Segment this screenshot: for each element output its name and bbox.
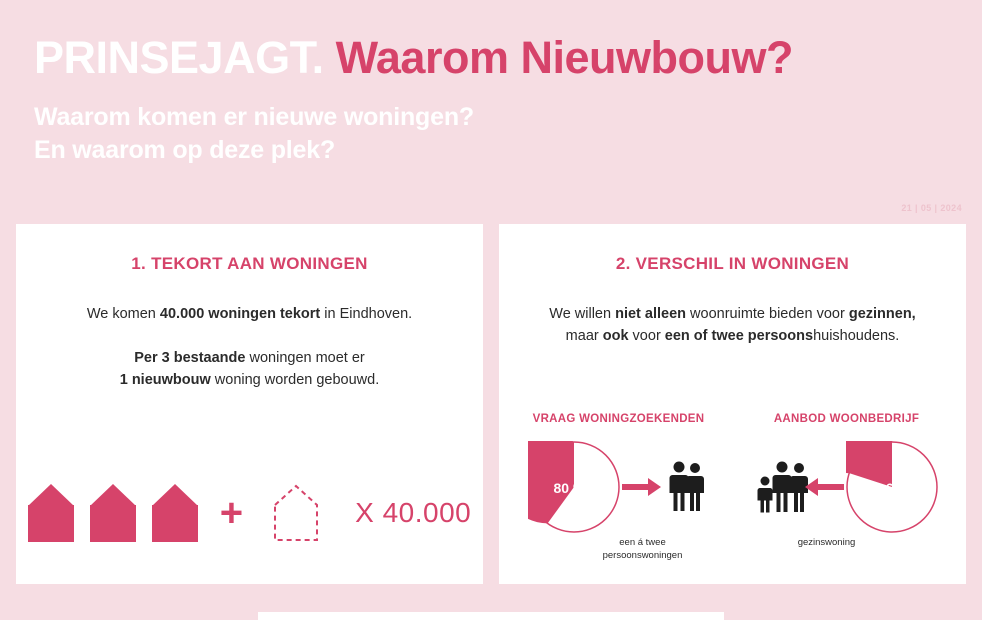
card1-p1-part-c: in Eindhoven. xyxy=(320,306,413,322)
chart-left-label: VRAAG WONINGZOEKENDEN xyxy=(532,413,705,426)
card2-p-part-c: woonruimte bieden voor xyxy=(686,306,849,322)
chart-vraag-woningzoekenden xyxy=(519,413,719,562)
date-stamp: 21 | 05 | 2024 xyxy=(901,203,962,213)
card1-p2-highlight-2: 1 nieuwbouw xyxy=(119,371,211,388)
family-icon xyxy=(756,457,802,518)
house-filled-icon xyxy=(90,484,136,542)
card2-p-part-g: voor xyxy=(628,327,665,344)
card1-title: 1. TEKORT AAN WONINGEN xyxy=(131,254,368,273)
card-verschil-in-woningen xyxy=(499,224,966,584)
chart-left-row xyxy=(519,439,719,535)
card2-p-part-a: We willen xyxy=(549,306,616,322)
subtitle-line-1: Waarom komen er nieuwe woningen? xyxy=(34,103,474,132)
card2-p-highlight-2: gezinnen, xyxy=(848,306,916,322)
card1-p1-part-a: We komen xyxy=(86,306,160,322)
card1-paragraph-2 xyxy=(16,348,483,392)
chart-left-caption-line-1: een á twee xyxy=(619,537,666,549)
pie-chart-left xyxy=(528,441,620,533)
page-header xyxy=(0,0,982,167)
card1-p2-line-2 xyxy=(42,370,457,392)
card2-p-part-e: maar xyxy=(565,327,603,344)
title-secondary: Waarom Nieuwbouw? xyxy=(335,32,793,83)
arrow-left-icon xyxy=(804,476,844,498)
card2-p-highlight-3: ook xyxy=(602,327,629,344)
house-outline-icon xyxy=(273,484,319,542)
card2-paragraph xyxy=(499,304,966,348)
card2-p-highlight-4: een of twee persoons xyxy=(664,327,814,344)
pie-chart-right xyxy=(846,441,938,533)
multiplier-label: X 40.000 xyxy=(355,497,472,528)
card2-p-part-i: huishoudens. xyxy=(813,327,900,344)
card1-p2-part-b: woningen moet er xyxy=(245,349,365,366)
card2-title: 2. VERSCHIL IN WONINGEN xyxy=(615,254,850,273)
cards-container xyxy=(16,224,966,584)
chart-right-caption: gezinswoning xyxy=(797,537,856,549)
arrow-right-icon xyxy=(622,476,662,498)
house-filled-icon xyxy=(28,484,74,542)
chart-left-caption-line-2: persoonswoningen xyxy=(602,549,683,561)
pie-left-value: 80 % xyxy=(553,480,586,497)
people-couple-icon xyxy=(664,457,710,518)
card2-graphic xyxy=(499,413,966,562)
card1-paragraph-1 xyxy=(16,304,483,326)
subtitle-line-2: En waarom op deze plek? xyxy=(34,136,336,165)
page-subtitle xyxy=(34,101,948,167)
bottom-accent-strip xyxy=(258,612,724,620)
pie-right-value: 60 % xyxy=(885,480,918,497)
card1-p2-part-d: woning worden gebouwd. xyxy=(210,371,380,388)
house-filled-icon xyxy=(152,484,198,542)
title-primary: PRINSEJAGT. xyxy=(34,32,324,83)
chart-aanbod-woonbedrijf xyxy=(747,413,947,562)
card2-p-highlight-1: niet alleen xyxy=(615,306,687,322)
page-title xyxy=(34,34,948,81)
chart-right-label: AANBOD WOONBEDRIJF xyxy=(773,413,920,426)
card1-p2-highlight-1: Per 3 bestaande xyxy=(134,349,246,366)
card1-graphic xyxy=(16,484,483,542)
chart-right-row xyxy=(747,439,947,535)
chart-left-caption xyxy=(567,537,719,562)
card-tekort-aan-woningen xyxy=(16,224,483,584)
card1-p1-highlight: 40.000 woningen tekort xyxy=(159,306,321,322)
card1-p2-line-1 xyxy=(42,348,457,370)
plus-symbol: + xyxy=(219,491,244,535)
